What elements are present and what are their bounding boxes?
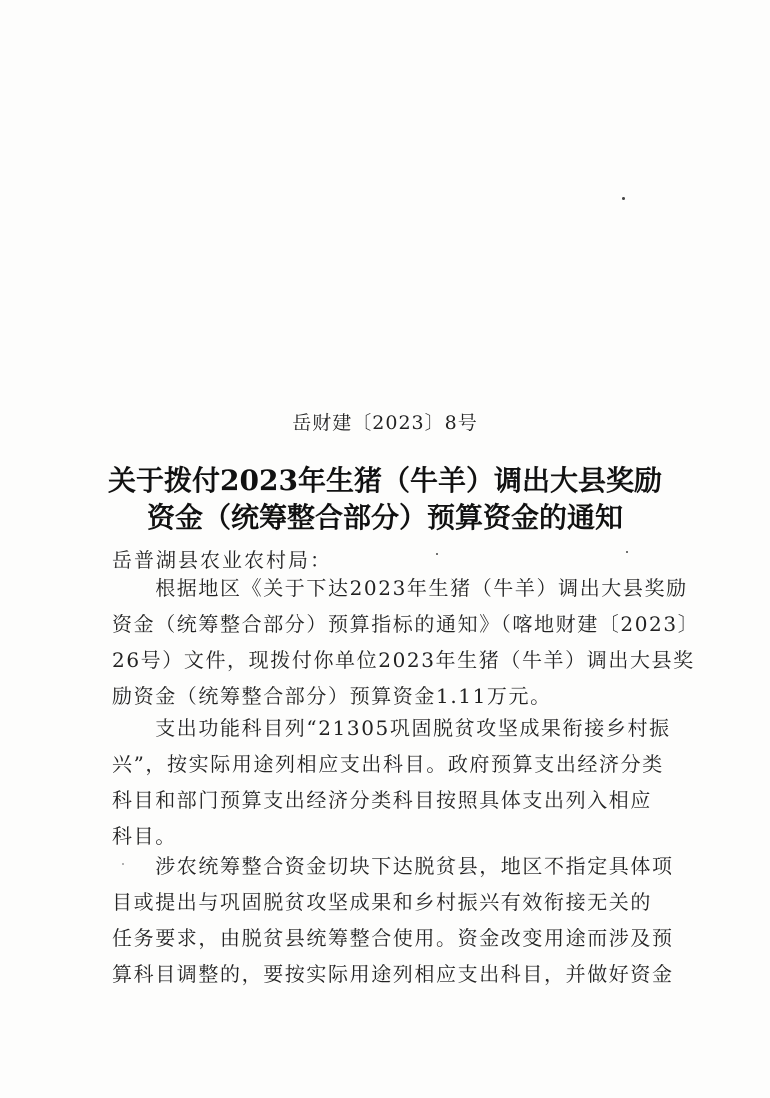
paragraph-line: 目或提出与巩固脱贫攻坚成果和乡村振兴有效衔接无关的 (112, 890, 652, 914)
addressee: 岳普湖县农业农村局： (112, 548, 332, 572)
paragraph-line: 算科目调整的，要按实际用途列相应支出科目，并做好资金 (112, 962, 674, 986)
title-line: 关于拨付2023年生猪（牛羊）调出大县奖励 (108, 464, 662, 497)
document-title (60, 462, 710, 536)
paragraph-line: 励资金（统筹整合部分）预算资金1.11万元。 (112, 684, 552, 708)
paragraph (112, 570, 700, 714)
paragraph-line: 涉农统筹整合资金切块下达脱贫县，地区不指定具体项 (112, 854, 674, 878)
document-number: 岳财建〔2023〕8号 (292, 412, 478, 434)
paragraph-line: 科目。 (112, 824, 177, 848)
scan-speck (436, 553, 438, 555)
paragraph-line: 任务要求，由脱贫县统筹整合使用。资金改变用途而涉及预 (112, 926, 674, 950)
paragraph (112, 710, 672, 854)
title-line: 资金（统筹整合部分）预算资金的通知 (146, 501, 623, 534)
paragraph (112, 848, 672, 992)
paragraph-line: 根据地区《关于下达2023年生猪（牛羊）调出大县奖励 (112, 576, 688, 600)
scan-speck (626, 551, 628, 553)
paragraph-line: 26号）文件，现拨付你单位2023年生猪（牛羊）调出大县奖 (112, 648, 695, 672)
paragraph-line: 支出功能科目列“21305巩固脱贫攻坚成果衔接乡村振 (112, 716, 671, 740)
paragraph-line: 资金（统筹整合部分）预算指标的通知》（喀地财建〔2023〕 (112, 612, 700, 636)
scan-speck (622, 197, 625, 200)
paragraph-line: 兴”，按实际用途列相应支出科目。政府预算支出经济分类 (112, 752, 664, 776)
paragraph-line: 科目和部门预算支出经济分类科目按照具体支出列入相应 (112, 788, 652, 812)
